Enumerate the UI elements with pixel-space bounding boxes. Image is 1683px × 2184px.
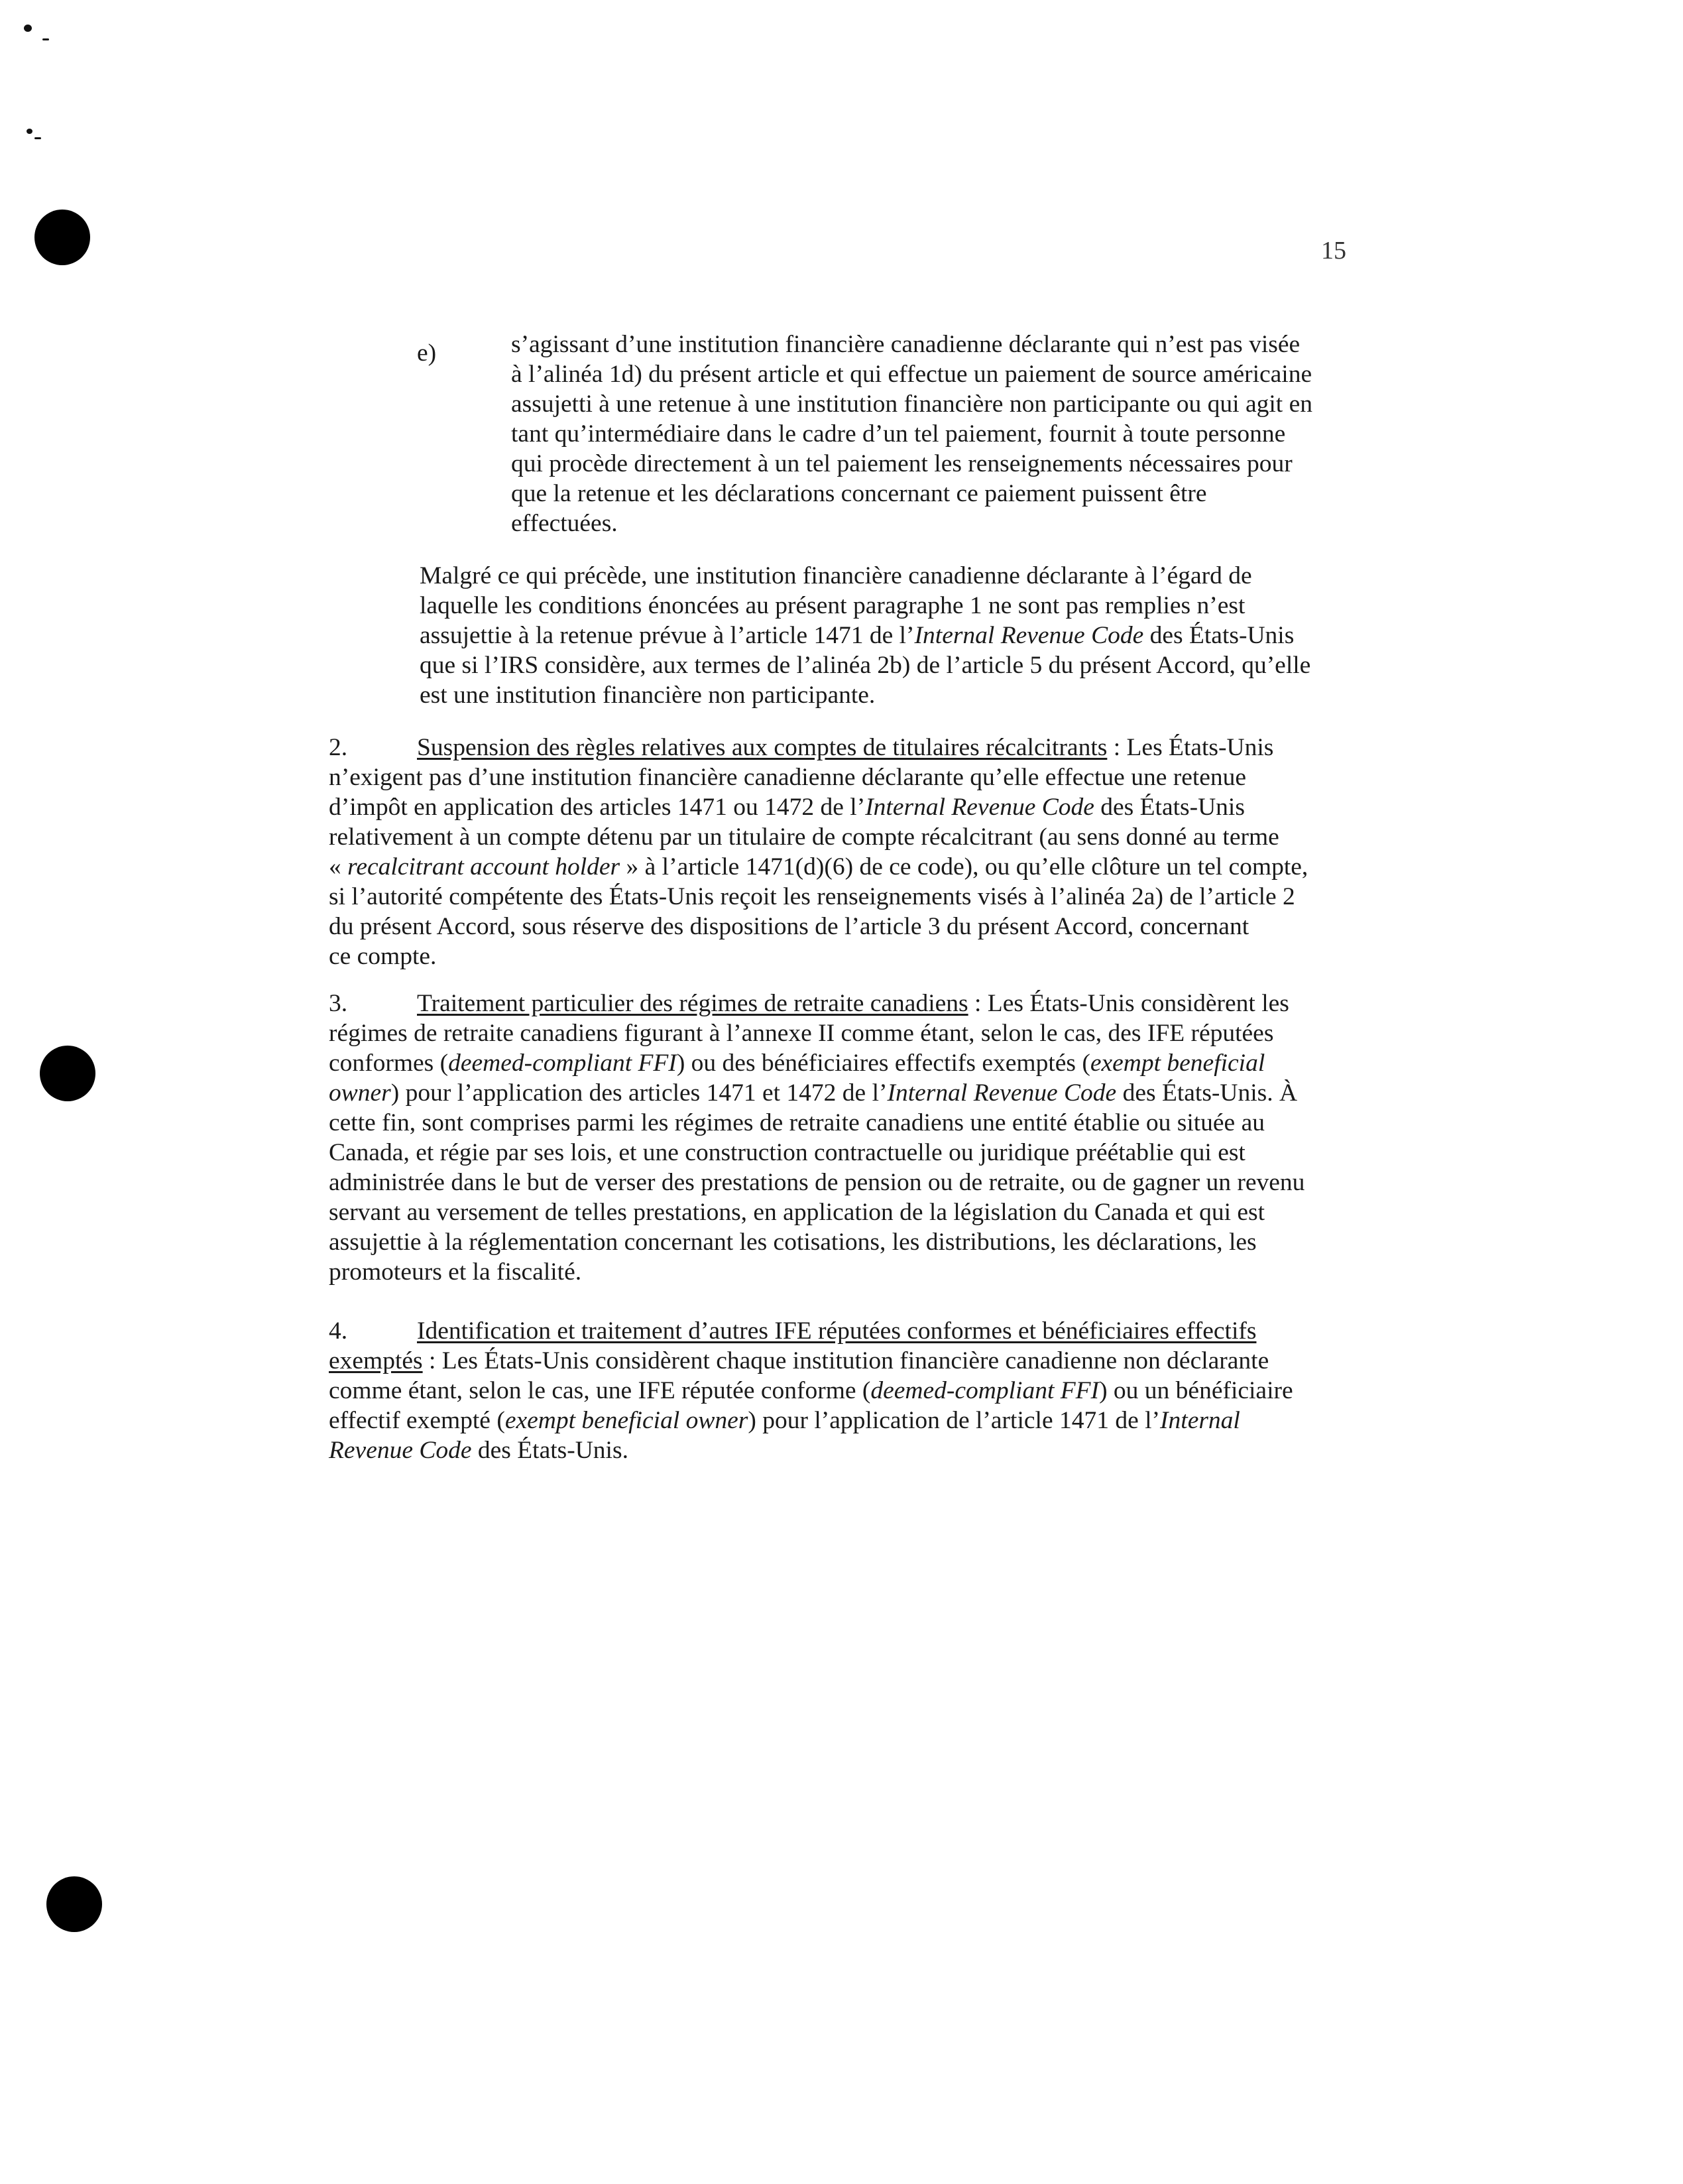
text-line: effectuées. bbox=[511, 510, 618, 537]
text-line: tant qu’intermédiaire dans le cadre d’un tel paiement, fournit à toute personne bbox=[511, 420, 1286, 448]
text-run: ) ou un bénéficiaire bbox=[1099, 1377, 1293, 1404]
text-line: n’exigent pas d’une institution financière canadienne déclarante qu’elle effectue une retenue bbox=[329, 764, 1247, 791]
text-line bbox=[329, 1346, 1369, 1376]
italic-term: Internal Revenue Code bbox=[865, 794, 1094, 821]
text-line: du présent Accord, sous réserve des dispositions de l’article 3 du présent Accord, concernant bbox=[329, 913, 1249, 940]
text-line bbox=[329, 989, 1369, 1018]
paragraph-heading-continued: exemptés bbox=[329, 1347, 423, 1374]
text-run: assujettie à la retenue prévue à l’article 1471 de l’ bbox=[420, 622, 915, 649]
text-run: ) pour l’application des articles 1471 et 1472 de l’ bbox=[390, 1079, 888, 1107]
text-line: promoteurs et la fiscalité. bbox=[329, 1258, 582, 1286]
text-run: ) pour l’application de l’article 1471 de l’ bbox=[748, 1407, 1161, 1434]
text-run: effectif exempté ( bbox=[329, 1407, 505, 1434]
paragraph-heading: Identification et traitement d’autres IFE réputées conformes et bénéficiaires effectifs bbox=[417, 1317, 1257, 1345]
paragraph-heading: Traitement particulier des régimes de retraite canadiens bbox=[417, 990, 968, 1017]
text-line: cette fin, sont comprises parmi les régimes de retraite canadiens une entité établie ou située au bbox=[329, 1109, 1265, 1136]
text-line: ce compte. bbox=[329, 943, 437, 970]
text-run: : Les États-Unis considèrent les bbox=[968, 990, 1289, 1017]
italic-term: recalcitrant account holder bbox=[347, 853, 620, 880]
text-run: ) ou des bénéficiaires effectifs exemptés ( bbox=[676, 1050, 1090, 1077]
text-run: conformes ( bbox=[329, 1050, 449, 1077]
text-line: s’agissant d’une institution financière canadienne déclarante qui n’est pas visée bbox=[511, 331, 1301, 358]
paragraph-4 bbox=[329, 1316, 1369, 1465]
text-run: : Les États-Unis bbox=[1107, 734, 1274, 761]
italic-term: deemed-compliant FFI bbox=[448, 1050, 677, 1077]
paragraph-heading: Suspension des règles relatives aux comptes de titulaires récalcitrants bbox=[417, 734, 1108, 761]
text-run: « bbox=[329, 853, 348, 880]
text-run: des États-Unis. À bbox=[1116, 1079, 1298, 1107]
text-line: servant au versement de telles prestations, en application de la législation du Canada et qui est bbox=[329, 1199, 1265, 1226]
italic-term: exempt beneficial owner bbox=[504, 1407, 748, 1434]
text-line: à l’alinéa 1d) du présent article et qui effectue un paiement de source américaine bbox=[511, 361, 1312, 388]
text-line: administrée dans le but de verser des prestations de pension ou de retraite, ou de gagner un revenu bbox=[329, 1169, 1305, 1196]
italic-term: owner bbox=[329, 1079, 391, 1107]
text-line: est une institution financière non participante. bbox=[420, 682, 876, 709]
text-line bbox=[420, 621, 1367, 650]
text-line bbox=[329, 1048, 1369, 1078]
text-run: des États-Unis. bbox=[471, 1437, 628, 1464]
italic-term: deemed-compliant FFI bbox=[870, 1377, 1100, 1404]
italic-term: exempt beneficial bbox=[1090, 1050, 1265, 1077]
text-line: si l’autorité compétente des États-Unis reçoit les renseignements visés à l’alinéa 2a) de l’article 2 bbox=[329, 883, 1295, 910]
text-line: assujettie à la réglementation concernant les cotisations, les distributions, les déclarations, les bbox=[329, 1229, 1257, 1256]
text-line: assujetti à une retenue à une institution financière non participante ou qui agit en bbox=[511, 391, 1312, 418]
text-line: laquelle les conditions énoncées au présent paragraphe 1 ne sont pas remplies n’est bbox=[420, 592, 1246, 619]
text-line bbox=[329, 852, 1369, 882]
punch-hole bbox=[46, 1876, 102, 1932]
text-line: relativement à un compte détenu par un titulaire de compte récalcitrant (au sens donné au terme bbox=[329, 823, 1279, 851]
item-e-text bbox=[511, 330, 1366, 538]
italic-term: Internal Revenue Code bbox=[887, 1079, 1117, 1107]
scan-speck bbox=[27, 129, 32, 134]
text-line: régimes de retraite canadiens figurant à l’annexe II comme étant, selon le cas, des IFE réputées bbox=[329, 1020, 1274, 1047]
scan-speck bbox=[24, 25, 32, 32]
paragraph-number: 2. bbox=[329, 734, 348, 761]
text-run: : Les États-Unis considèrent chaque institution financière canadienne non déclarante bbox=[422, 1347, 1269, 1374]
text-line bbox=[329, 1435, 1369, 1465]
item-e-label: e) bbox=[417, 339, 437, 367]
text-run: » à l’article 1471(d)(6) de ce code), ou qu’elle clôture un tel compte, bbox=[620, 853, 1308, 880]
text-line bbox=[329, 1078, 1369, 1108]
notwithstanding-paragraph bbox=[420, 561, 1367, 710]
text-run: des États-Unis bbox=[1094, 794, 1245, 821]
text-line bbox=[329, 1316, 1369, 1346]
text-line: Canada, et régie par ses lois, et une construction contractuelle ou juridique préétablie qui est bbox=[329, 1139, 1246, 1166]
text-line: que si l’IRS considère, aux termes de l’alinéa 2b) de l’article 5 du présent Accord, qu’elle bbox=[420, 652, 1311, 679]
paragraph-number: 3. bbox=[329, 990, 348, 1017]
text-line: Malgré ce qui précède, une institution financière canadienne déclarante à l’égard de bbox=[420, 562, 1252, 589]
text-run: des États-Unis bbox=[1143, 622, 1295, 649]
paragraph-number: 4. bbox=[329, 1317, 348, 1345]
text-line: qui procède directement à un tel paiement les renseignements nécessaires pour bbox=[511, 450, 1293, 477]
scan-speck bbox=[34, 137, 41, 139]
paragraph-3 bbox=[329, 989, 1369, 1287]
italic-term: Revenue Code bbox=[329, 1437, 472, 1464]
italic-term: Internal Revenue Code bbox=[914, 622, 1144, 649]
paragraph-2 bbox=[329, 733, 1369, 971]
text-line bbox=[329, 792, 1369, 822]
punch-hole bbox=[40, 1046, 95, 1101]
text-run: d’impôt en application des articles 1471 ou 1472 de l’ bbox=[329, 794, 866, 821]
text-line bbox=[329, 1376, 1369, 1406]
italic-term: Internal bbox=[1160, 1407, 1240, 1434]
text-run: comme étant, selon le cas, une IFE réputée conforme ( bbox=[329, 1377, 871, 1404]
scan-speck bbox=[42, 38, 49, 40]
text-line: que la retenue et les déclarations concernant ce paiement puissent être bbox=[511, 480, 1207, 507]
text-line bbox=[329, 1406, 1369, 1435]
punch-hole bbox=[34, 210, 90, 265]
page-number: 15 bbox=[1321, 237, 1346, 265]
text-line bbox=[329, 733, 1369, 762]
